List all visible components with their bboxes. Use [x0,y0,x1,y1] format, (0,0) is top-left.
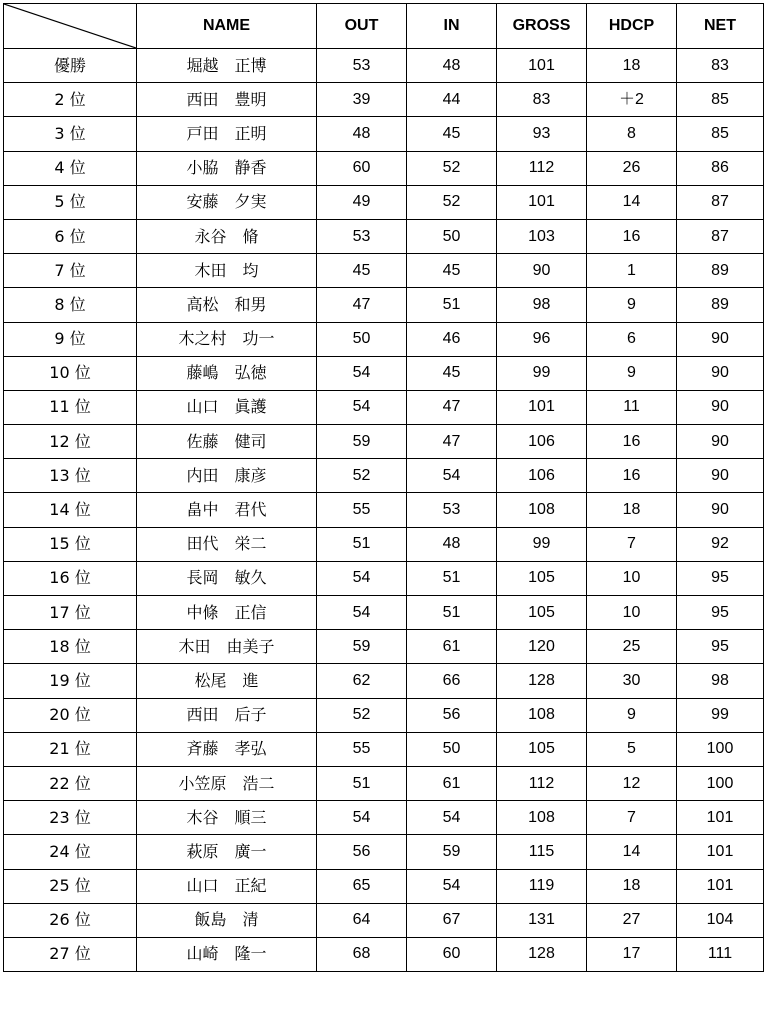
net-cell: 90 [677,425,764,459]
name-cell: 佐藤 健司 [137,425,317,459]
rank-cell: 27 位 [4,937,137,971]
hdcp-cell: 1 [587,254,677,288]
rank-cell: 13 位 [4,459,137,493]
rank-cell: 22 位 [4,766,137,800]
in-cell: 51 [407,561,497,595]
table-row [4,937,764,971]
out-cell: 55 [317,732,407,766]
out-cell: 54 [317,801,407,835]
name-cell: 西田 后子 [137,698,317,732]
table-row [4,869,764,903]
name-cell: 飯島 清 [137,903,317,937]
out-cell: 53 [317,219,407,253]
results-body [4,49,764,972]
hdcp-cell: 16 [587,459,677,493]
rank-cell: 2 位 [4,83,137,117]
hdcp-cell: 6 [587,322,677,356]
out-cell: 54 [317,596,407,630]
in-cell: 50 [407,732,497,766]
table-row [4,49,764,83]
name-cell: 松尾 進 [137,664,317,698]
in-cell: 66 [407,664,497,698]
name-cell: 永谷 脩 [137,219,317,253]
net-cell: 92 [677,527,764,561]
in-cell: 54 [407,459,497,493]
rank-cell: 4 位 [4,151,137,185]
name-cell: 西田 豊明 [137,83,317,117]
rank-cell: 5 位 [4,185,137,219]
rank-cell: 3 位 [4,117,137,151]
hdcp-cell: 30 [587,664,677,698]
net-cell: 86 [677,151,764,185]
gross-cell: 131 [497,903,587,937]
net-cell: 101 [677,801,764,835]
gross-cell: 108 [497,698,587,732]
rank-cell: 9 位 [4,322,137,356]
results-table [3,3,764,972]
hdcp-cell: 18 [587,493,677,527]
net-cell: 90 [677,390,764,424]
net-cell: 85 [677,83,764,117]
name-cell: 山口 眞護 [137,390,317,424]
gross-cell: 105 [497,561,587,595]
name-cell: 萩原 廣一 [137,835,317,869]
net-cell: 100 [677,766,764,800]
name-cell: 中條 正信 [137,596,317,630]
hdcp-cell: 7 [587,527,677,561]
out-cell: 49 [317,185,407,219]
out-cell: 54 [317,356,407,390]
rank-cell: 25 位 [4,869,137,903]
net-cell: 87 [677,219,764,253]
net-cell: 95 [677,630,764,664]
table-row [4,356,764,390]
in-cell: 45 [407,117,497,151]
in-cell: 47 [407,425,497,459]
hdcp-cell: 9 [587,698,677,732]
gross-cell: 99 [497,527,587,561]
net-cell: 90 [677,322,764,356]
in-cell: 52 [407,185,497,219]
name-cell: 畠中 君代 [137,493,317,527]
out-cell: 48 [317,117,407,151]
header-gross: GROSS [497,4,587,49]
in-cell: 48 [407,527,497,561]
hdcp-cell: 9 [587,356,677,390]
net-cell: 90 [677,356,764,390]
rank-cell: 10 位 [4,356,137,390]
in-cell: 52 [407,151,497,185]
table-row [4,459,764,493]
table-row [4,664,764,698]
table-row [4,835,764,869]
in-cell: 60 [407,937,497,971]
net-cell: 85 [677,117,764,151]
out-cell: 68 [317,937,407,971]
hdcp-cell: 9 [587,288,677,322]
out-cell: 52 [317,698,407,732]
rank-cell: 26 位 [4,903,137,937]
gross-cell: 106 [497,459,587,493]
out-cell: 39 [317,83,407,117]
name-cell: 山口 正紀 [137,869,317,903]
name-cell: 小笠原 浩二 [137,766,317,800]
rank-cell: 15 位 [4,527,137,561]
table-row [4,732,764,766]
out-cell: 60 [317,151,407,185]
net-cell: 89 [677,254,764,288]
rank-cell: 20 位 [4,698,137,732]
in-cell: 50 [407,219,497,253]
in-cell: 61 [407,630,497,664]
name-cell: 田代 栄二 [137,527,317,561]
hdcp-cell: 10 [587,561,677,595]
net-cell: 89 [677,288,764,322]
gross-cell: 103 [497,219,587,253]
in-cell: 45 [407,356,497,390]
gross-cell: 120 [497,630,587,664]
hdcp-cell: 18 [587,49,677,83]
table-row [4,390,764,424]
table-row [4,151,764,185]
table-row [4,493,764,527]
out-cell: 51 [317,527,407,561]
table-row [4,903,764,937]
header-in: IN [407,4,497,49]
in-cell: 67 [407,903,497,937]
net-cell: 95 [677,561,764,595]
name-cell: 高松 和男 [137,288,317,322]
hdcp-cell: 18 [587,869,677,903]
rank-cell: 8 位 [4,288,137,322]
gross-cell: 115 [497,835,587,869]
name-cell: 木之村 功一 [137,322,317,356]
header-net: NET [677,4,764,49]
gross-cell: 108 [497,801,587,835]
net-cell: 111 [677,937,764,971]
rank-cell: 優勝 [4,49,137,83]
table-row [4,254,764,288]
in-cell: 59 [407,835,497,869]
rank-cell: 6 位 [4,219,137,253]
hdcp-cell: 8 [587,117,677,151]
gross-cell: 108 [497,493,587,527]
name-cell: 内田 康彦 [137,459,317,493]
name-cell: 木谷 順三 [137,801,317,835]
hdcp-cell: 17 [587,937,677,971]
out-cell: 47 [317,288,407,322]
out-cell: 54 [317,390,407,424]
rank-cell: 23 位 [4,801,137,835]
hdcp-cell: 5 [587,732,677,766]
net-cell: 90 [677,493,764,527]
results-sheet [3,3,763,972]
gross-cell: 96 [497,322,587,356]
gross-cell: 101 [497,185,587,219]
table-row [4,117,764,151]
gross-cell: 128 [497,664,587,698]
in-cell: 48 [407,49,497,83]
rank-cell: 14 位 [4,493,137,527]
gross-cell: 101 [497,390,587,424]
name-cell: 戸田 正明 [137,117,317,151]
hdcp-cell: 16 [587,425,677,459]
gross-cell: 105 [497,732,587,766]
name-cell: 小脇 静香 [137,151,317,185]
corner-header-cell [4,4,137,49]
in-cell: 53 [407,493,497,527]
out-cell: 45 [317,254,407,288]
header-out: OUT [317,4,407,49]
hdcp-cell: 14 [587,185,677,219]
hdcp-cell: 25 [587,630,677,664]
gross-cell: 112 [497,151,587,185]
gross-cell: 112 [497,766,587,800]
rank-cell: 24 位 [4,835,137,869]
table-row [4,630,764,664]
rank-cell: 11 位 [4,390,137,424]
table-row [4,527,764,561]
rank-cell: 19 位 [4,664,137,698]
in-cell: 46 [407,322,497,356]
out-cell: 59 [317,425,407,459]
header-row [4,4,764,49]
net-cell: 90 [677,459,764,493]
name-cell: 斉藤 孝弘 [137,732,317,766]
table-row [4,322,764,356]
diagonal-line-icon [4,4,136,48]
hdcp-cell: 7 [587,801,677,835]
table-row [4,219,764,253]
rank-cell: 7 位 [4,254,137,288]
net-cell: 87 [677,185,764,219]
in-cell: 61 [407,766,497,800]
table-row [4,83,764,117]
net-cell: 83 [677,49,764,83]
hdcp-cell: 10 [587,596,677,630]
rank-cell: 12 位 [4,425,137,459]
net-cell: 104 [677,903,764,937]
name-cell: 木田 由美子 [137,630,317,664]
gross-cell: 99 [497,356,587,390]
name-cell: 藤嶋 弘徳 [137,356,317,390]
net-cell: 99 [677,698,764,732]
in-cell: 51 [407,288,497,322]
hdcp-cell: ＋2 [587,83,677,117]
gross-cell: 98 [497,288,587,322]
table-row [4,288,764,322]
table-row [4,698,764,732]
name-cell: 長岡 敏久 [137,561,317,595]
net-cell: 98 [677,664,764,698]
out-cell: 59 [317,630,407,664]
gross-cell: 128 [497,937,587,971]
hdcp-cell: 26 [587,151,677,185]
hdcp-cell: 16 [587,219,677,253]
name-cell: 安藤 夕実 [137,185,317,219]
table-row [4,596,764,630]
out-cell: 53 [317,49,407,83]
rank-cell: 18 位 [4,630,137,664]
in-cell: 47 [407,390,497,424]
hdcp-cell: 14 [587,835,677,869]
out-cell: 51 [317,766,407,800]
gross-cell: 119 [497,869,587,903]
net-cell: 95 [677,596,764,630]
in-cell: 45 [407,254,497,288]
name-cell: 堀越 正博 [137,49,317,83]
gross-cell: 106 [497,425,587,459]
net-cell: 101 [677,869,764,903]
in-cell: 56 [407,698,497,732]
gross-cell: 83 [497,83,587,117]
out-cell: 62 [317,664,407,698]
hdcp-cell: 11 [587,390,677,424]
name-cell: 山崎 隆一 [137,937,317,971]
name-cell: 木田 均 [137,254,317,288]
net-cell: 100 [677,732,764,766]
net-cell: 101 [677,835,764,869]
out-cell: 55 [317,493,407,527]
in-cell: 44 [407,83,497,117]
hdcp-cell: 27 [587,903,677,937]
table-row [4,561,764,595]
out-cell: 65 [317,869,407,903]
in-cell: 51 [407,596,497,630]
table-row [4,185,764,219]
out-cell: 64 [317,903,407,937]
header-hdcp: HDCP [587,4,677,49]
gross-cell: 105 [497,596,587,630]
hdcp-cell: 12 [587,766,677,800]
table-row [4,425,764,459]
in-cell: 54 [407,801,497,835]
gross-cell: 93 [497,117,587,151]
in-cell: 54 [407,869,497,903]
table-row [4,801,764,835]
gross-cell: 90 [497,254,587,288]
header-name: NAME [137,4,317,49]
rank-cell: 21 位 [4,732,137,766]
rank-cell: 16 位 [4,561,137,595]
out-cell: 52 [317,459,407,493]
out-cell: 56 [317,835,407,869]
rank-cell: 17 位 [4,596,137,630]
gross-cell: 101 [497,49,587,83]
out-cell: 54 [317,561,407,595]
table-row [4,766,764,800]
out-cell: 50 [317,322,407,356]
